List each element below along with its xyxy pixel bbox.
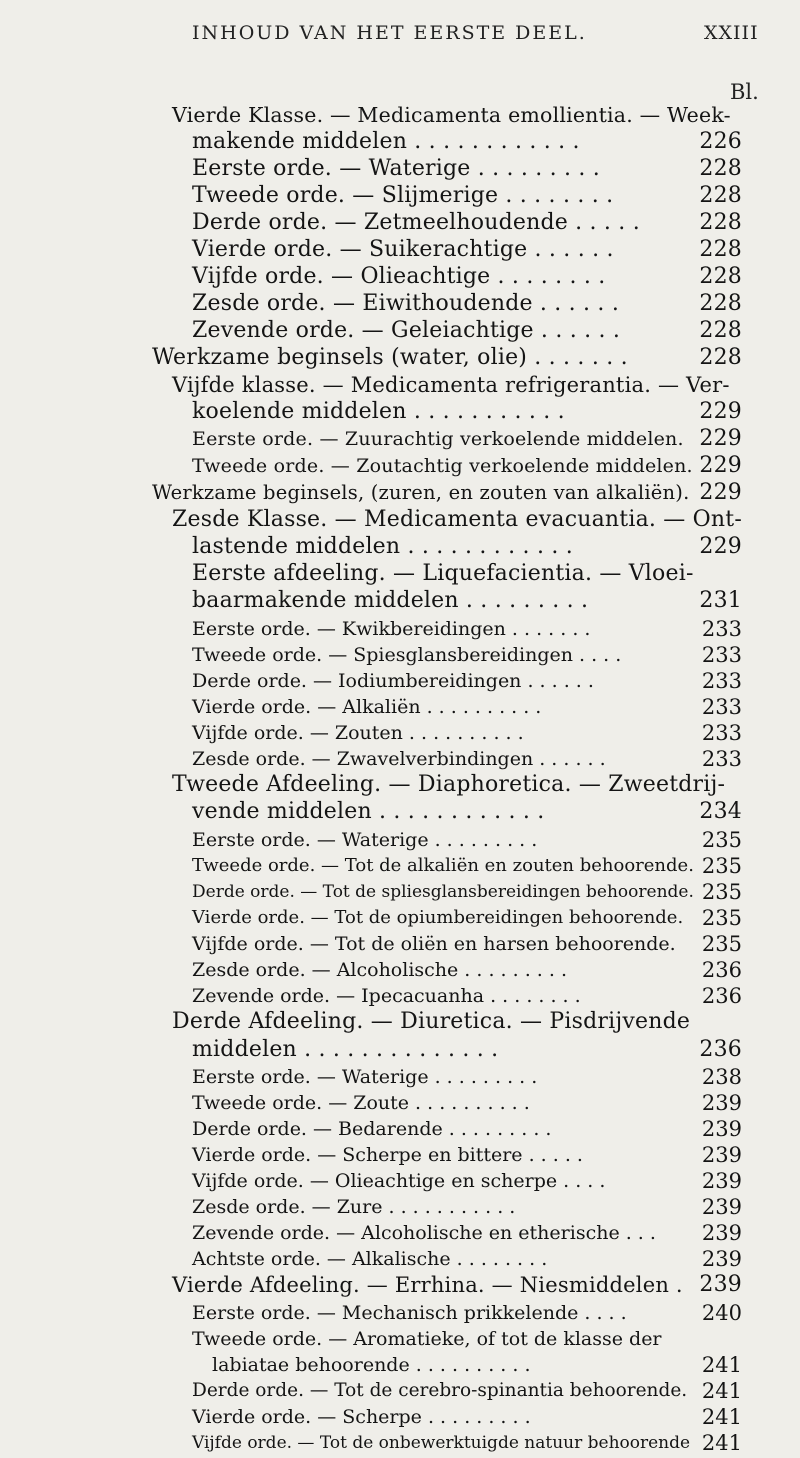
entry-page: 229 bbox=[699, 426, 742, 451]
entry-text: Werkzame beginsels (water, olie) . . . . . . . bbox=[152, 345, 628, 370]
entry-page: 235 bbox=[701, 828, 742, 852]
toc-entry bbox=[0, 1270, 800, 1300]
entry-text: Zevende orde. — Alcoholische en etherische . . . bbox=[192, 1222, 656, 1244]
entry-page: 241 bbox=[701, 1431, 742, 1455]
entry-page: 228 bbox=[699, 156, 742, 181]
toc-entry bbox=[0, 397, 800, 427]
entry-text: Vijfde orde. — Zouten . . . . . . . . . . bbox=[192, 722, 524, 744]
entry-page: 228 bbox=[699, 291, 742, 316]
entry-text: labiatae behoorende . . . . . . . . . . bbox=[212, 1354, 531, 1376]
entry-text: Zesde Klasse. — Medicamenta evacuantia. — Ont- bbox=[172, 507, 742, 532]
toc-entry bbox=[0, 478, 800, 508]
entry-text: Derde orde. — Zetmeelhoudende . . . . . bbox=[192, 210, 640, 235]
toc-entry bbox=[0, 154, 800, 184]
page-column-label: Bl. bbox=[730, 80, 759, 104]
entry-page: 229 bbox=[699, 480, 742, 505]
entry-text: Derde orde. — Tot de spliesglansbereidingen behoorende. bbox=[192, 882, 694, 902]
entry-text: Werkzame beginsels, (zuren, en zouten van alkaliën). bbox=[152, 481, 690, 504]
entry-text: Vierde orde. — Scherpe en bittere . . . . . bbox=[192, 1144, 583, 1166]
entry-text: Zesde orde. — Zwavelverbindingen . . . . . . bbox=[192, 748, 606, 770]
entry-text: Zesde orde. — Alcoholische . . . . . . . . . bbox=[192, 959, 567, 981]
entry-page: 239 bbox=[701, 1195, 742, 1219]
entry-page: 239 bbox=[701, 1221, 742, 1245]
entry-text: Eerste orde. — Waterige . . . . . . . . . bbox=[192, 1066, 538, 1088]
entry-text: lastende middelen . . . . . . . . . . . . bbox=[192, 534, 573, 559]
entry-text: Vijfde orde. — Tot de onbewerktuigde natuur behoorende bbox=[192, 1433, 691, 1453]
entry-text: Eerste orde. — Zuurachtig verkoelende middelen. bbox=[192, 428, 684, 450]
entry-page: 235 bbox=[701, 932, 742, 956]
entry-page: 241 bbox=[701, 1379, 742, 1403]
entry-page: 239 bbox=[701, 1169, 742, 1193]
entry-page: 239 bbox=[701, 1091, 742, 1115]
entry-page: 241 bbox=[701, 1353, 742, 1377]
entry-text: Tweede orde. — Slijmerige . . . . . . . . bbox=[192, 183, 614, 208]
entry-page: 231 bbox=[699, 588, 742, 613]
entry-page: 235 bbox=[701, 880, 742, 904]
entry-text: Tweede orde. — Zoute . . . . . . . . . . bbox=[192, 1092, 530, 1114]
toc-entry bbox=[0, 451, 800, 481]
entry-text: Eerste orde. — Kwikbereidingen . . . . . . . bbox=[192, 618, 591, 640]
entry-page: 233 bbox=[701, 695, 742, 719]
entry-text: Vierde orde. — Suikerachtige . . . . . . bbox=[192, 237, 614, 262]
entry-page: 236 bbox=[701, 958, 742, 982]
entry-page: 235 bbox=[701, 854, 742, 878]
entry-page: 228 bbox=[699, 264, 742, 289]
toc-entry bbox=[0, 770, 800, 800]
entry-page: 238 bbox=[701, 1065, 742, 1089]
toc-entry bbox=[0, 343, 800, 373]
toc-entry bbox=[0, 505, 800, 535]
toc-entry bbox=[0, 208, 800, 238]
entry-text: Vierde Afdeeling. — Errhina. — Niesmiddelen . bbox=[172, 1273, 683, 1297]
toc-entry bbox=[0, 1428, 800, 1458]
toc-entry bbox=[0, 532, 800, 562]
entry-text: Derde orde. — Tot de cerebro-spinantia behoorende. bbox=[192, 1380, 688, 1401]
entry-page: 233 bbox=[701, 747, 742, 771]
entry-page: 236 bbox=[699, 1037, 742, 1062]
entry-text: baarmakende middelen . . . . . . . . . bbox=[192, 588, 589, 613]
entry-text: Tweede Afdeeling. — Diaphoretica. — Zweetdrij- bbox=[172, 772, 726, 797]
entry-page: 236 bbox=[701, 984, 742, 1008]
entry-text: Vijfde orde. — Olieachtige . . . . . . . . bbox=[192, 264, 606, 289]
toc-entry bbox=[0, 797, 800, 827]
entry-page: 233 bbox=[701, 721, 742, 745]
entry-text: Vierde orde. — Alkaliën . . . . . . . . . . bbox=[192, 696, 542, 718]
entry-text: Vierde orde. — Scherpe . . . . . . . . . bbox=[192, 1406, 531, 1428]
toc-entry bbox=[0, 100, 800, 130]
running-title: INHOUD VAN HET EERSTE DEEL. bbox=[192, 22, 587, 44]
entry-text: middelen . . . . . . . . . . . . . . bbox=[192, 1037, 499, 1062]
entry-text: Tweede orde. — Zoutachtig verkoelende middelen. bbox=[192, 455, 693, 477]
entry-text: Tweede orde. — Tot de alkaliën en zouten behoorende. bbox=[192, 855, 694, 876]
toc-entry bbox=[0, 235, 800, 265]
entry-text: Eerste orde. — Waterige . . . . . . . . . bbox=[192, 156, 600, 181]
entry-page: 233 bbox=[701, 617, 742, 641]
entry-page: 233 bbox=[701, 669, 742, 693]
entry-text: Vierde Klasse. — Medicamenta emollientia. — Week- bbox=[172, 103, 731, 127]
toc-entry bbox=[0, 181, 800, 211]
toc-entry bbox=[0, 262, 800, 292]
entry-text: Zesde orde. — Eiwithoudende . . . . . . bbox=[192, 291, 620, 316]
toc-entry bbox=[0, 559, 800, 589]
entry-text: Vijfde orde. — Olieachtige en scherpe . . . . bbox=[192, 1170, 606, 1192]
toc-entry bbox=[0, 424, 800, 454]
entry-page: 228 bbox=[699, 237, 742, 262]
entry-text: Vijfde klasse. — Medicamenta refrigerantia. — Ver- bbox=[172, 373, 730, 397]
entry-text: Zevende orde. — Geleiachtige . . . . . . bbox=[192, 318, 621, 343]
entry-text: Eerste orde. — Waterige . . . . . . . . . bbox=[192, 829, 538, 851]
toc-entry bbox=[0, 316, 800, 346]
entry-page: 239 bbox=[701, 1143, 742, 1167]
entry-page: 226 bbox=[699, 129, 742, 154]
entry-page: 228 bbox=[699, 183, 742, 208]
entry-text: Vijfde orde. — Tot de oliën en harsen behoorende. bbox=[192, 933, 676, 955]
entry-text: Derde orde. — Bedarende . . . . . . . . . bbox=[192, 1118, 552, 1140]
entry-text: Derde Afdeeling. — Diuretica. — Pisdrijvende bbox=[172, 1009, 691, 1034]
entry-page: 239 bbox=[699, 1272, 742, 1297]
entry-text: Achtste orde. — Alkalische . . . . . . . . bbox=[192, 1248, 548, 1270]
entry-text: makende middelen . . . . . . . . . . . . bbox=[192, 129, 580, 154]
toc-entry bbox=[0, 586, 800, 616]
entry-page: 235 bbox=[701, 906, 742, 930]
entry-page: 240 bbox=[701, 1301, 742, 1325]
toc-entry bbox=[0, 1007, 800, 1037]
entry-page: 228 bbox=[699, 318, 742, 343]
toc-entry bbox=[0, 1035, 800, 1065]
toc-entry bbox=[0, 370, 800, 400]
entry-page: 229 bbox=[699, 534, 742, 559]
entry-text: Derde orde. — Iodiumbereidingen . . . . . . bbox=[192, 670, 594, 692]
entry-text: Tweede orde. — Aromatieke, of tot de klasse der bbox=[192, 1328, 662, 1350]
entry-page: 234 bbox=[699, 799, 742, 824]
entry-text: Zesde orde. — Zure . . . . . . . . . . . bbox=[192, 1196, 516, 1218]
entry-text: vende middelen . . . . . . . . . . . . bbox=[192, 799, 545, 824]
entry-page: 229 bbox=[699, 399, 742, 424]
entry-page: 228 bbox=[699, 210, 742, 235]
entry-text: Eerste afdeeling. — Liquefacientia. — Vloei- bbox=[192, 561, 694, 586]
toc-entry bbox=[0, 127, 800, 157]
entry-text: koelende middelen . . . . . . . . . . . bbox=[192, 399, 565, 424]
entry-page: 241 bbox=[701, 1405, 742, 1429]
entry-page: 233 bbox=[701, 643, 742, 667]
entry-page: 229 bbox=[699, 453, 742, 478]
entry-text: Vierde orde. — Tot de opiumbereidingen behoorende. bbox=[192, 907, 684, 928]
entry-text: Tweede orde. — Spiesglansbereidingen . . . . bbox=[192, 644, 622, 666]
entry-page: 239 bbox=[701, 1247, 742, 1271]
entry-text: Eerste orde. — Mechanisch prikkelende . . . . bbox=[192, 1302, 627, 1324]
toc-entry bbox=[0, 289, 800, 319]
page-number: XXIII bbox=[704, 22, 759, 44]
running-header bbox=[0, 22, 800, 52]
entry-page: 228 bbox=[699, 345, 742, 370]
entry-page: 239 bbox=[701, 1117, 742, 1141]
entry-text: Zevende orde. — Ipecacuanha . . . . . . . . bbox=[192, 985, 581, 1007]
